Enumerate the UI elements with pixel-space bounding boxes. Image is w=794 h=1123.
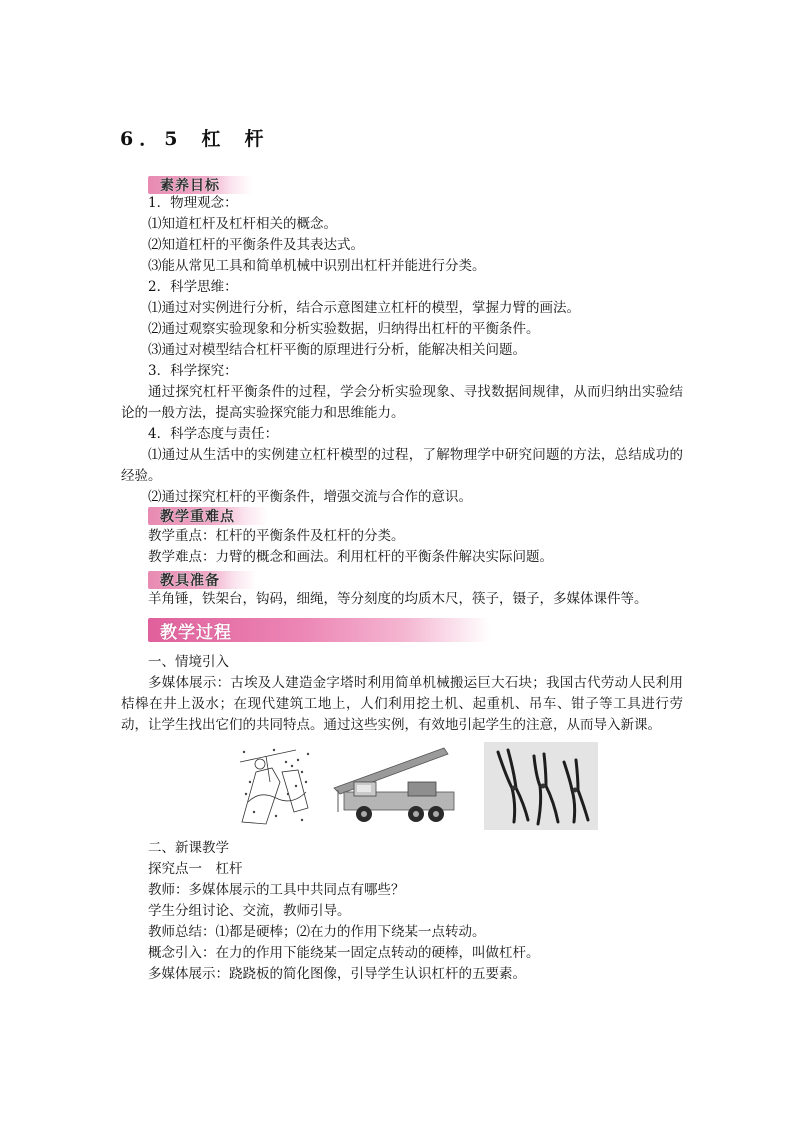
- tools-heading: 教具准备: [148, 571, 256, 589]
- part-1-heading: 一、情境引入: [148, 654, 229, 670]
- media-display: 多媒体展示：跷跷板的简化图像，引导学生认识杠杆的五要素。: [148, 966, 526, 982]
- ancient-lever-illustration: [236, 742, 314, 830]
- goals-heading: 素养目标: [148, 176, 252, 194]
- teacher-question: 教师：多媒体展示的工具中共同点有哪些？: [148, 882, 405, 898]
- inquiry-point-1: 探究点一 杠杆: [148, 861, 243, 877]
- goal-3-heading: 3．科学探究：: [148, 363, 238, 379]
- part-1-text: 多媒体展示：古埃及人建造金字塔时利用简单机械搬运巨大石块；我国古代劳动人民利用桔槔在井上汲水；在现代建筑工地上，人们利用挖土机、起重机、吊车、钳子等工具进行劳动，让学生找出它们的共同特点。通过这些实例，有效地引起学生的注意，从而导入新课。: [121, 675, 683, 733]
- goal-2-item-3: ⑶通过对模型结合杠杆平衡的原理进行分析，能解决相关问题。: [148, 342, 526, 358]
- goal-1-item-2: ⑵知道杠杆的平衡条件及其表达式。: [148, 237, 364, 253]
- teacher-summary: 教师总结：⑴都是硬棒；⑵在力的作用下绕某一点转动。: [148, 924, 486, 940]
- title-number: 6．5: [120, 128, 184, 150]
- keypoints-heading: 教学重难点: [148, 507, 268, 525]
- goal-1-item-1: ⑴知道杠杆及杠杆相关的概念。: [148, 216, 337, 232]
- goal-3-text: 通过探究杠杆平衡条件的过程，学会分析实验现象、寻找数据间规律，从而归纳出实验结论的一般方法，提高实验探究能力和思维能力。: [121, 384, 683, 421]
- process-heading: 教学过程: [148, 618, 490, 642]
- part-2-heading: 二、新课教学: [148, 840, 229, 856]
- teaching-focus: 教学重点：杠杆的平衡条件及杠杆的分类。: [148, 528, 405, 544]
- page-title: [120, 124, 287, 151]
- crane-truck-photo: [324, 742, 474, 830]
- title-text: 杠杆: [201, 128, 288, 150]
- goal-2-heading: 2．科学思维：: [148, 279, 238, 295]
- goal-1-item-3: ⑶能从常见工具和简单机械中识别出杠杆并能进行分类。: [148, 258, 486, 274]
- goal-2-item-2: ⑵通过观察实验现象和分析实验数据，归纳得出杠杆的平衡条件。: [148, 321, 540, 337]
- pliers-photo: [484, 742, 598, 830]
- goal-2-item-1: ⑴通过对实例进行分析，结合示意图建立杠杆的模型，掌握力臂的画法。: [148, 300, 580, 316]
- teaching-difficulty: 教学难点：力臂的概念和画法。利用杠杆的平衡条件解决实际问题。: [148, 549, 553, 565]
- goal-4-item-2: ⑵通过探究杠杆的平衡条件，增强交流与合作的意识。: [148, 489, 472, 505]
- student-activity: 学生分组讨论、交流，教师引导。: [148, 903, 351, 919]
- concept-intro: 概念引入：在力的作用下能绕某一固定点转动的硬棒，叫做杠杆。: [148, 945, 540, 961]
- goal-4-heading: 4．科学态度与责任：: [148, 426, 279, 442]
- tools-list: 羊角锤，铁架台，钩码，细绳，等分刻度的均质木尺，筷子，镊子，多媒体课件等。: [148, 591, 648, 607]
- goal-4-item-1: ⑴通过从生活中的实例建立杠杆模型的过程，了解物理学中研究问题的方法，总结成功的经验。: [121, 447, 683, 484]
- goal-1-heading: 1．物理观念：: [148, 195, 238, 211]
